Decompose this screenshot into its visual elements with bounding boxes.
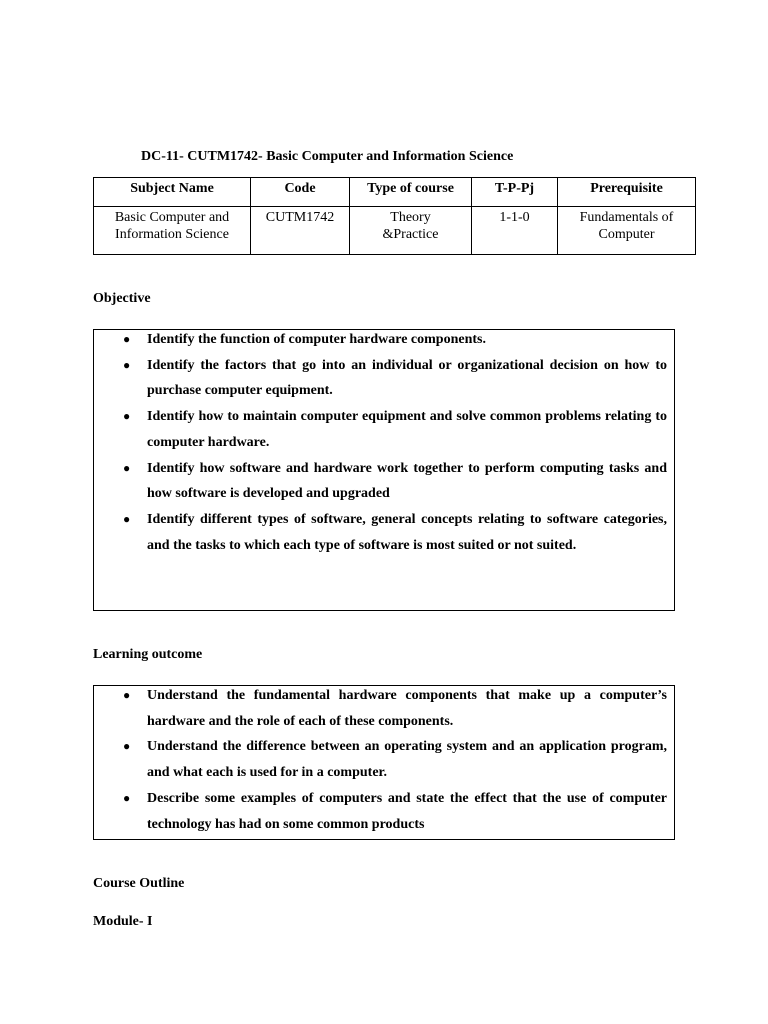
objective-list (94, 327, 674, 558)
type-line-2: &Practice (382, 227, 439, 242)
outcome-item-text: Understand the fundamental hardware components that make up a computer’s hardware and the role of each of these components. (147, 688, 667, 729)
header-subject-name: Subject Name (94, 178, 251, 207)
header-tppj: T-P-Pj (472, 178, 558, 207)
subject-line-2: Information Science (115, 227, 229, 242)
learning-outcome-heading: Learning outcome (93, 647, 203, 662)
objective-item-text: Identify how software and hardware work together to perform computing tasks and how software is developed and upgraded (147, 460, 667, 502)
bullet-icon: ● (123, 739, 131, 754)
bullet-icon: ● (123, 357, 131, 372)
list-item (94, 404, 674, 455)
bullet-icon: ● (123, 460, 131, 475)
cell-code: CUTM1742 (251, 207, 350, 255)
list-item (94, 456, 674, 507)
objective-item-text: Identify how to maintain computer equipment and solve common problems relating to computer hardware. (147, 409, 667, 450)
objective-item-text: Identify the factors that go into an individual or organizational decision on how to purchase computer equipment. (147, 357, 667, 399)
course-outline-heading: Course Outline (93, 876, 185, 891)
list-item (94, 353, 674, 404)
bullet-icon: ● (123, 790, 131, 805)
learning-outcome-box (93, 685, 675, 840)
bullet-icon: ● (123, 409, 131, 424)
document-title: DC-11- CUTM1742- Basic Computer and Information Science (141, 149, 514, 164)
table-header-row (94, 178, 696, 207)
objective-heading: Objective (93, 291, 151, 306)
table-row (94, 207, 696, 255)
objective-item-text: Identify different types of software, general concepts relating to software categories, and the tasks to which each type of software is most suited or not suited. (147, 511, 667, 553)
cell-prerequisite (558, 207, 696, 255)
list-item (94, 683, 674, 734)
list-item (94, 327, 674, 353)
cell-type-of-course (350, 207, 472, 255)
learning-outcome-list (94, 683, 674, 837)
header-type-of-course: Type of course (350, 178, 472, 207)
subject-line-1: Basic Computer and (114, 210, 230, 225)
list-item (94, 507, 674, 558)
cell-subject-name (94, 207, 251, 255)
cell-tppj: 1-1-0 (472, 207, 558, 255)
module-heading: Module- I (93, 914, 153, 929)
outcome-item-text: Describe some examples of computers and state the effect that the use of computer technology has had on some common products (147, 790, 667, 832)
bullet-icon: ● (123, 511, 131, 526)
prereq-line-1: Fundamentals of (579, 210, 674, 225)
outcome-item-text: Understand the difference between an operating system and an application program, and what each is used for in a computer. (147, 739, 667, 781)
bullet-icon: ● (123, 332, 131, 346)
objective-item-text: Identify the function of computer hardware components. (147, 332, 486, 347)
header-prerequisite: Prerequisite (558, 178, 696, 207)
list-item (94, 786, 674, 837)
objective-box (93, 329, 675, 611)
course-info-table (93, 177, 696, 255)
bullet-icon: ● (123, 688, 131, 702)
type-line-1: Theory (390, 210, 431, 225)
header-code: Code (251, 178, 350, 207)
prereq-line-2: Computer (598, 227, 655, 242)
list-item (94, 734, 674, 785)
